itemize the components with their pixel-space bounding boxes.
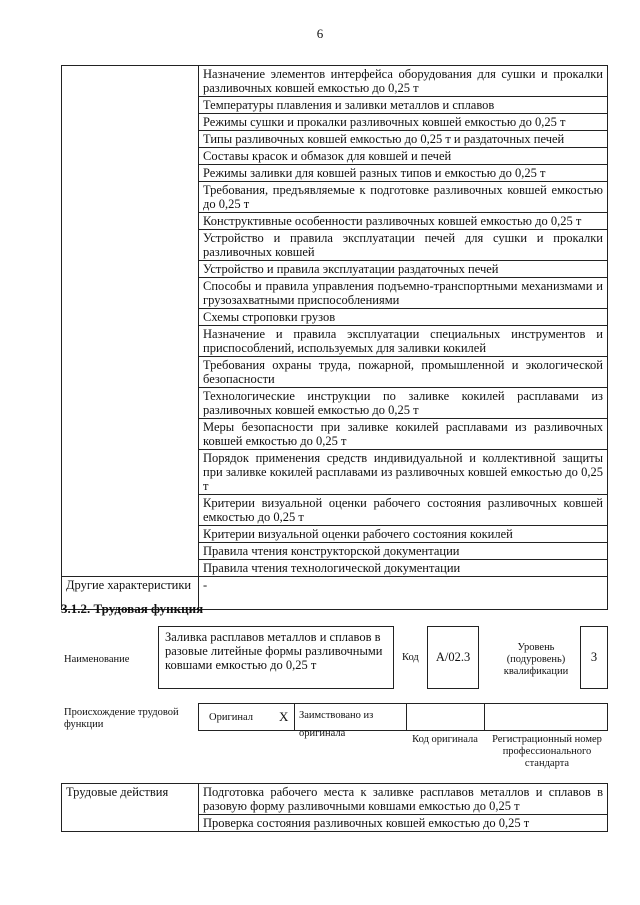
knowledge-item: Технологические инструкции по заливке кокилей расплавами из разливочных ковшей емкостью до 0,25 т: [199, 388, 608, 419]
borrowed-label: Заимствовано из оригинала: [299, 710, 374, 739]
code-label: Код: [402, 652, 419, 663]
knowledge-item: Составы красок и обмазок для ковшей и печей: [199, 148, 608, 165]
action-item: Подготовка рабочего места к заливке расплавов металлов и сплавов в разовую форму разливочными ковшами емкостью до 0,25 т: [199, 784, 608, 815]
function-code-box: А/02.3: [427, 626, 479, 689]
knowledge-item: Температуры плавления и заливки металлов и сплавов: [199, 97, 608, 114]
name-label: Наименование: [64, 654, 130, 665]
knowledge-item: Порядок применения средств индивидуальной и коллективной защиты при заливке кокилей расплавами из разливочных ковшей емкостью до 0,25 т: [199, 450, 608, 495]
original-code-box: [406, 703, 485, 731]
knowledge-item: Устройство и правила эксплуатации раздаточных печей: [199, 261, 608, 278]
knowledge-item: Режимы сушки и прокалки разливочных ковшей емкостью до 0,25 т: [199, 114, 608, 131]
knowledge-table: [61, 65, 608, 610]
original-label: Оригинал: [209, 712, 253, 723]
knowledge-item: Устройство и правила эксплуатации печей для сушки и прокалки разливочных ковшей: [199, 230, 608, 261]
actions-label: Трудовые действия: [62, 784, 199, 832]
table-row: [62, 784, 608, 815]
origin-label: Происхождение трудовой функции: [64, 707, 179, 730]
level-box: 3: [580, 626, 608, 689]
actions-table: [61, 783, 608, 832]
level-label: Уровень (подуровень) квалификации: [503, 642, 569, 677]
section-title: 3.1.2. Трудовая функция: [61, 601, 204, 616]
knowledge-item: Режимы заливки для ковшей разных типов и емкостью до 0,25 т: [199, 165, 608, 182]
original-box: [198, 703, 295, 731]
knowledge-item: Типы разливочных ковшей емкостью до 0,25 т и раздаточных печей: [199, 131, 608, 148]
knowledge-item: Требования, предъявляемые к подготовке разливочных ковшей емкостью до 0,25 т: [199, 182, 608, 213]
other-characteristics-label: Другие характеристики: [62, 577, 199, 610]
registration-number-caption: Регистрационный номер профессионального стандарта: [492, 734, 602, 769]
registration-number-box: [484, 703, 608, 731]
page-number: 6: [316, 26, 324, 41]
table-row: [62, 66, 608, 97]
knowledge-item: Правила чтения конструкторской документации: [199, 543, 608, 560]
knowledge-item: Назначение элементов интерфейса оборудования для сушки и прокалки разливочных ковшей емкостью до 0,25 т: [199, 66, 608, 97]
knowledge-item: Назначение и правила эксплуатации специальных инструментов и приспособлений, используемых для заливки кокилей: [199, 326, 608, 357]
knowledge-item: Способы и правила управления подъемно-транспортными механизмами и грузозахватными приспособлениями: [199, 278, 608, 309]
knowledge-label-cell: [62, 66, 199, 577]
original-mark: X: [279, 709, 289, 724]
knowledge-item: Правила чтения технологической документации: [199, 560, 608, 577]
knowledge-body: [62, 66, 608, 610]
knowledge-item: Критерии визуальной оценки рабочего состояния кокилей: [199, 526, 608, 543]
original-code-caption: Код оригинала: [412, 734, 478, 745]
borrowed-box: [294, 703, 407, 739]
knowledge-item: Меры безопасности при заливке кокилей расплавами из разливочных ковшей емкостью до 0,25 т: [199, 419, 608, 450]
knowledge-item: Требования охраны труда, пожарной, промышленной и экологической безопасности: [199, 357, 608, 388]
knowledge-item: Критерии визуальной оценки рабочего состояния разливочных ковшей емкостью до 0,25 т: [199, 495, 608, 526]
function-name-box: Заливка расплавов металлов и сплавов в разовые литейные формы разливочными ковшами емкостью до 0,25 т: [158, 626, 394, 689]
knowledge-item: Схемы строповки грузов: [199, 309, 608, 326]
action-item: Проверка состояния разливочных ковшей емкостью до 0,25 т: [199, 815, 608, 832]
other-characteristics-value: -: [199, 577, 608, 610]
knowledge-item: Конструктивные особенности разливочных ковшей емкостью до 0,25 т: [199, 213, 608, 230]
